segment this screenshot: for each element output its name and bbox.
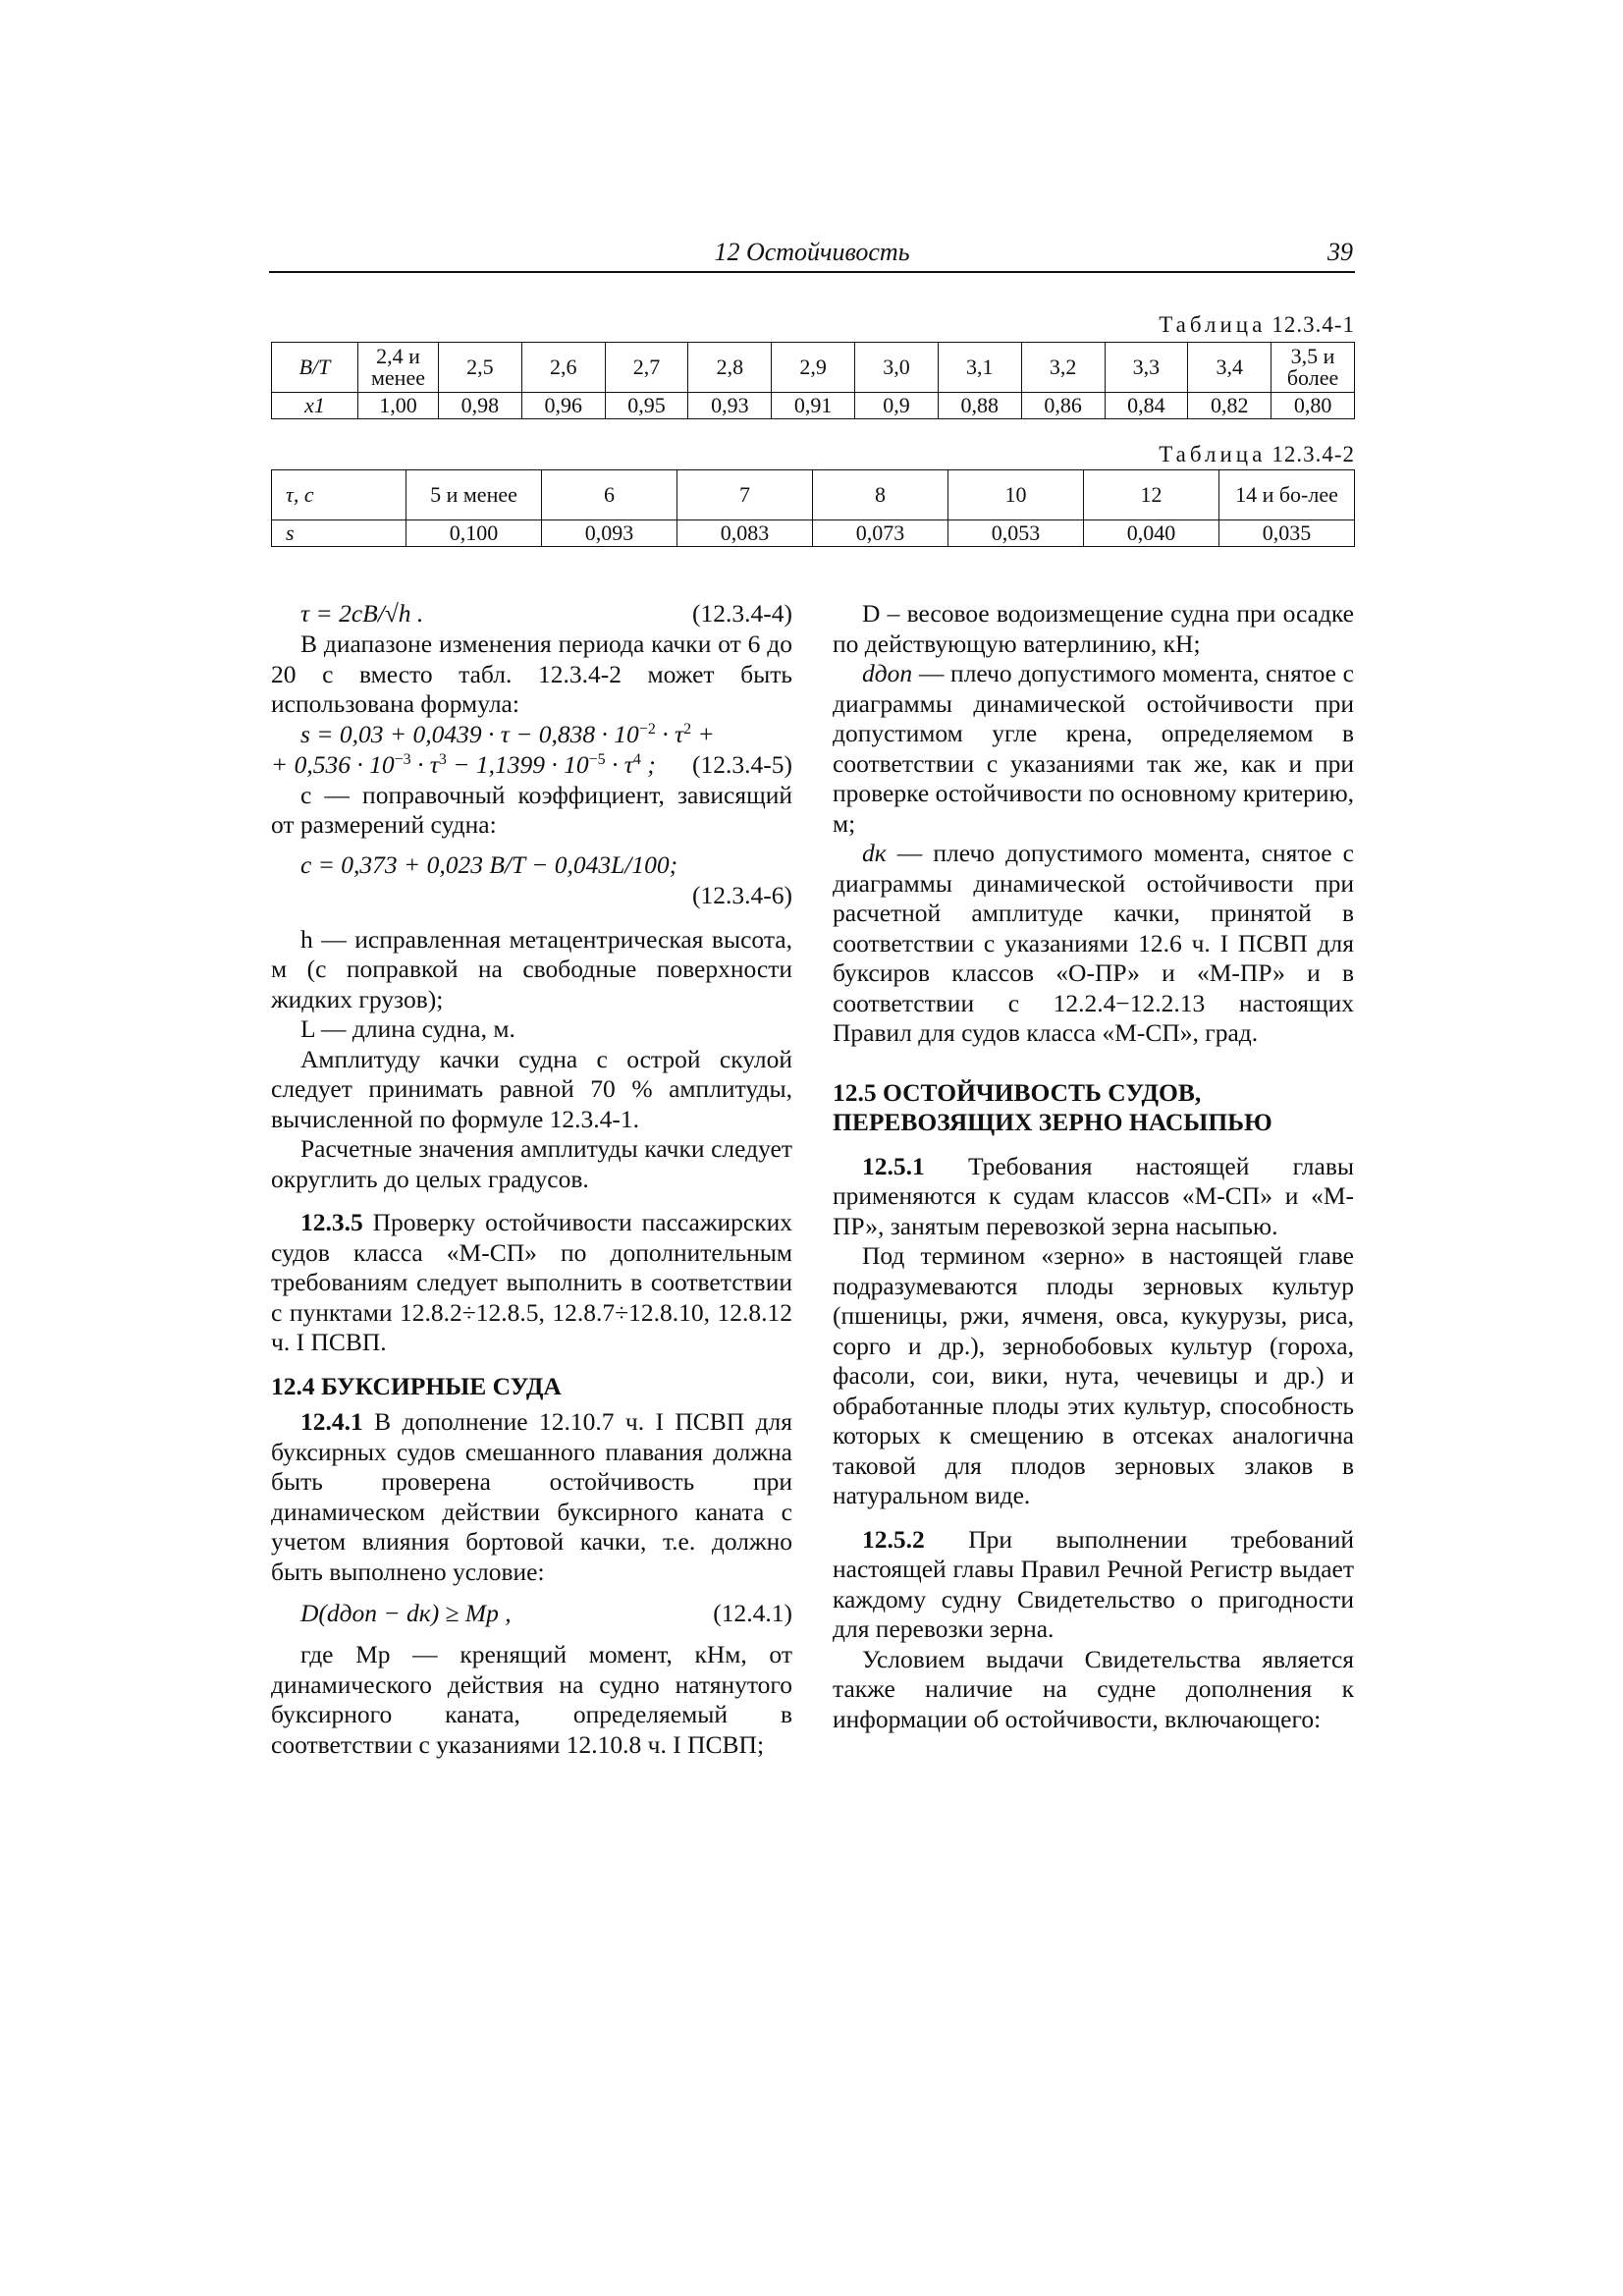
paragraph: 12.5.1 Требования настоящей главы применяются к судам классов «М-СП» и «М-ПР», занятым перевозкой зерна насыпью. bbox=[833, 1151, 1354, 1240]
clause-number: 12.5.1 bbox=[862, 1151, 925, 1180]
paragraph: Расчетные значения амплитуды качки следует округлить до целых градусов. bbox=[271, 1134, 792, 1193]
table1-header-cell: 3,5 и более bbox=[1271, 343, 1355, 393]
table1-header-cell: 2,8 bbox=[688, 343, 772, 393]
table2-caption-code: 12.3.4-2 bbox=[1271, 442, 1355, 466]
table2-value-cell: 0,053 bbox=[948, 520, 1084, 547]
page-header bbox=[269, 238, 1355, 273]
table1-header-cell: 3,1 bbox=[938, 343, 1021, 393]
paragraph: c — поправочный коэффициент, зависящий от размерений судна: bbox=[271, 780, 792, 839]
table1-value-cell: 0,95 bbox=[605, 393, 688, 419]
table2-header-row bbox=[272, 470, 1355, 520]
left-column bbox=[271, 599, 792, 1760]
table1-value-cell: 0,91 bbox=[772, 393, 855, 419]
table2-header-cell: 12 bbox=[1084, 470, 1219, 520]
table2-header-cell: 10 bbox=[948, 470, 1084, 520]
table2-caption bbox=[1159, 440, 1355, 470]
table1-header-cell: 3,4 bbox=[1188, 343, 1271, 393]
table1-header-cell: 2,9 bbox=[772, 343, 855, 393]
table2-header-cell: 14 и бо-лее bbox=[1219, 470, 1355, 520]
right-column bbox=[833, 599, 1354, 1734]
table1-header-cell: 2,7 bbox=[605, 343, 688, 393]
table2-value-cell: 0,093 bbox=[542, 520, 677, 547]
table1-value-cell: 0,80 bbox=[1271, 393, 1355, 419]
table-12-3-4-1 bbox=[271, 342, 1355, 419]
formula-12-3-4-5 bbox=[271, 720, 792, 781]
table2-header-cell: 8 bbox=[813, 470, 948, 520]
formula-12-4-1 bbox=[271, 1599, 792, 1632]
table1-value-cell: 0,86 bbox=[1021, 393, 1105, 419]
paragraph: 12.4.1 В дополнение 12.10.7 ч. I ПСВП для буксирных судов смешанного плавания должна быть проверена остойчивость при динамическом действии буксирного каната с учетом влияния бортовой качки, т.е. должно быть выполнено условие: bbox=[271, 1407, 792, 1586]
paragraph: где Mр — кренящий момент, кНм, от динамического действия на судно натянутого буксирного каната, определяемый в соответствии с указаниями 12.10.8 ч. I ПСВП; bbox=[271, 1640, 792, 1759]
paragraph: dдоп — плечо допустимого момента, снятое с диаграммы динамической остойчивости при допустимом угле крена, определяемом в соответствии с указаниями так же, как и при проверке остойчивости по основному критерию, м; bbox=[833, 659, 1354, 838]
table1-value-cell: 1,00 bbox=[358, 393, 439, 419]
formula-12-3-4-4 bbox=[271, 599, 792, 629]
table1-caption-word: Таблица bbox=[1159, 312, 1267, 337]
table2-value-row bbox=[272, 520, 1355, 547]
table1-value-row bbox=[272, 393, 1355, 419]
paragraph: 12.5.2 При выполнении требований настоящей главы Правил Речной Регистр выдает каждому судну Свидетельство о пригодности для перевозки зерна. bbox=[833, 1524, 1354, 1643]
section-heading-12-5-line-2: ПЕРЕВОЗЯЩИХ ЗЕРНО НАСЫПЬЮ bbox=[833, 1108, 1272, 1136]
clause-number: 12.5.2 bbox=[862, 1524, 925, 1554]
table2-row-label: s bbox=[272, 520, 406, 547]
table1-value-cell: 0,84 bbox=[1105, 393, 1188, 419]
table2-value-cell: 0,100 bbox=[406, 520, 542, 547]
section-heading-12-5-line-1: 12.5 ОСТОЙЧИВОСТЬ СУДОВ, bbox=[833, 1077, 1202, 1107]
formula-number: (12.3.4-6) bbox=[692, 880, 792, 909]
table2-header-cell: 5 и менее bbox=[406, 470, 542, 520]
table2-header-cell: τ, с bbox=[272, 470, 406, 520]
section-heading-12-4: 12.4 БУКСИРНЫЕ СУДА bbox=[271, 1371, 562, 1400]
formula-expression: D(dдоп − dк) ≥ Mp , bbox=[300, 1599, 512, 1627]
table-12-3-4-2 bbox=[271, 469, 1355, 547]
formula-line-2: + $0,536 \cdot 10^{-3} \cdot \tau^3 - 1,1399 \cdot 10^{-5} \cdot \tau^4$ ; bbox=[271, 749, 656, 779]
table1-value-cell: 0,96 bbox=[521, 393, 605, 419]
symbol: dк bbox=[862, 839, 887, 867]
table2-header-cell: 7 bbox=[677, 470, 813, 520]
formula-12-3-4-6 bbox=[271, 850, 792, 911]
page-number: 39 bbox=[1327, 238, 1353, 266]
table1-value-cell: 0,93 bbox=[688, 393, 772, 419]
formula-expression: c = 0,373 + 0,023 B/T − 0,043L/100; bbox=[300, 849, 678, 879]
table1-header-cell: 2,4 и менее bbox=[358, 343, 439, 393]
table1-header-cell: 2,5 bbox=[439, 343, 522, 393]
running-title: 12 Остойчивость bbox=[714, 238, 910, 266]
table1-row-label: x1 bbox=[272, 393, 358, 419]
paragraph: Амплитуду качки судна с острой скулой следует принимать равной 70 % амплитуды, вычисленной по формуле 12.3.4-1. bbox=[271, 1044, 792, 1133]
table2-header-cell: 6 bbox=[542, 470, 677, 520]
table2-caption-word: Таблица bbox=[1159, 442, 1267, 466]
table1-value-cell: 0,88 bbox=[938, 393, 1021, 419]
table1-header-cell: 3,2 bbox=[1021, 343, 1105, 393]
table2-value-cell: 0,073 bbox=[813, 520, 948, 547]
table1-header-cell: 3,0 bbox=[855, 343, 939, 393]
clause-number: 12.3.5 bbox=[300, 1208, 363, 1236]
paragraph: L — длина судна, м. bbox=[300, 1014, 515, 1043]
formula-line-1: $s = 0,03 + 0,0439 \cdot \tau - 0,838 \cdot 10^{-2} \cdot \tau^2$ + bbox=[300, 719, 715, 748]
table1-header-cell: 3,3 bbox=[1105, 343, 1188, 393]
paragraph: h — исправленная метацентрическая высота, м (с поправкой на свободные поверхности жидких грузов); bbox=[271, 924, 792, 1013]
table1-header-cell: 2,6 bbox=[521, 343, 605, 393]
formula-expression: τ = 2cB/√h . bbox=[300, 599, 424, 628]
table2-value-cell: 0,035 bbox=[1219, 520, 1355, 547]
table1-value-cell: 0,82 bbox=[1188, 393, 1271, 419]
table1-caption bbox=[1159, 310, 1355, 341]
paragraph: Условием выдачи Свидетельства является также наличие на судне дополнения к информации об остойчивости, включающего: bbox=[833, 1644, 1354, 1733]
table1-value-cell: 0,9 bbox=[855, 393, 939, 419]
paragraph: D – весовое водоизмещение судна при осадке по действующую ватерлинию, кН; bbox=[833, 599, 1354, 658]
paragraph: Под термином «зерно» в настоящей главе подразумеваются плоды зерновых культур (пшеницы, ржи, ячменя, овса, кукурузы, риса, сорго и др.), зернобобовых культур (гороха, фасоли, сои, вики, нута, чечевицы и др.) и обработанные плоды этих культур, способность которых к смещению в отсеках аналогична таковой для плодов зерновых злаков в натуральном виде. bbox=[833, 1241, 1354, 1509]
table1-caption-code: 12.3.4-1 bbox=[1271, 312, 1355, 337]
symbol: dдоп bbox=[862, 659, 913, 687]
table1-header-row bbox=[272, 343, 1355, 393]
paragraph: В диапазоне изменения периода качки от 6 до 20 с вместо табл. 12.3.4-2 может быть использована формула: bbox=[271, 629, 792, 718]
table2-value-cell: 0,083 bbox=[677, 520, 813, 547]
table1-header-cell: B/T bbox=[272, 343, 358, 393]
formula-number: (12.4.1) bbox=[713, 1599, 792, 1627]
table1-value-cell: 0,98 bbox=[439, 393, 522, 419]
paragraph: 12.3.5 Проверку остойчивости пассажирских судов класса «М-СП» по дополнительным требованиям следует выполнить в соответствии с пунктами 12.8.2÷12.8.5, 12.8.7÷12.8.10, 12.8.12 ч. I ПСВП. bbox=[271, 1208, 792, 1356]
table2-value-cell: 0,040 bbox=[1084, 520, 1219, 547]
formula-number: (12.3.4-5) bbox=[692, 749, 792, 779]
clause-number: 12.4.1 bbox=[300, 1407, 363, 1436]
formula-number: (12.3.4-4) bbox=[692, 599, 792, 628]
paragraph: dк — плечо допустимого момента, снятое с диаграммы динамической остойчивости при расчетной амплитуде качки, принятой в соответствии с указаниями 12.6 ч. I ПСВП для буксиров классов «О-ПР» и «М-ПР» и в соответствии с 12.2.4−12.2.13 настоящих Правил для судов класса «М-СП», град. bbox=[833, 839, 1354, 1047]
